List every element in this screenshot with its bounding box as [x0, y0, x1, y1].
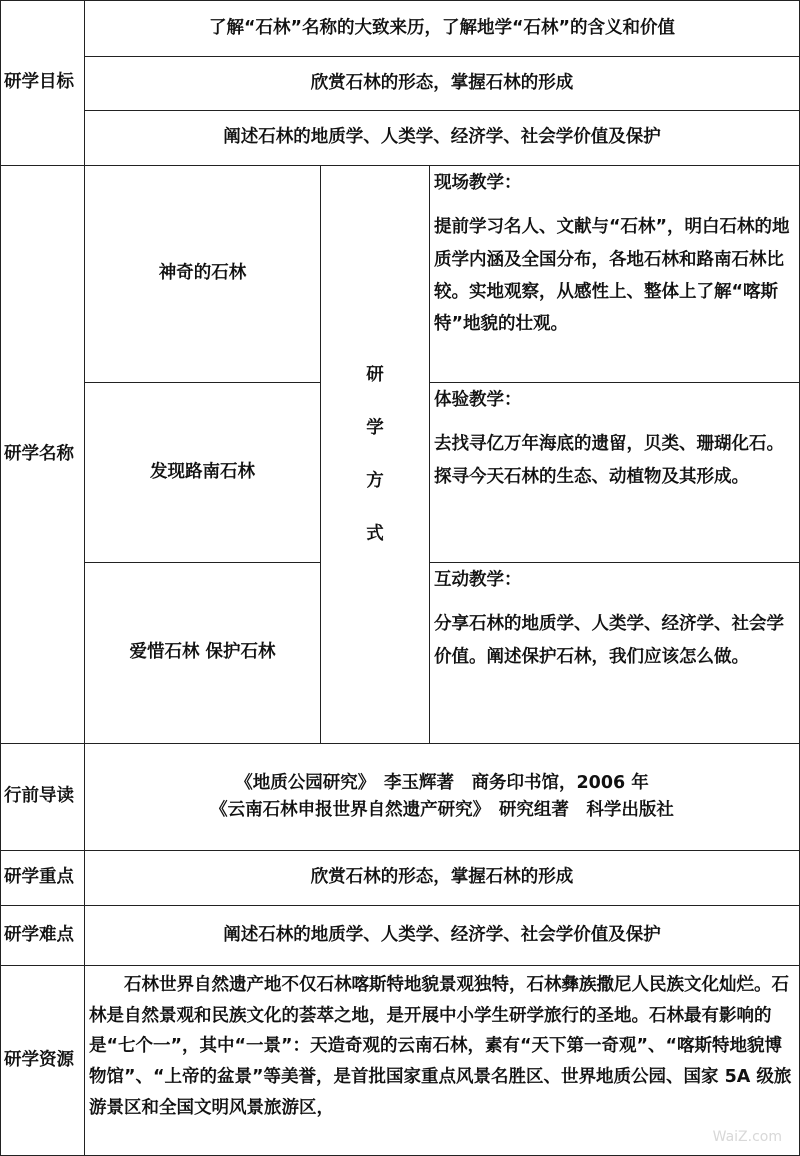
method-cell-2	[430, 383, 800, 563]
reading-label: 行前导读	[1, 744, 85, 851]
name-item-2: 发现路南石林	[85, 383, 321, 563]
goals-label: 研学目标	[1, 1, 85, 166]
watermark: WaiZ.com	[713, 1129, 782, 1145]
method-head: 互动教学：	[434, 567, 796, 594]
resources-row	[1, 966, 800, 1156]
names-label: 研学名称	[1, 166, 85, 744]
method-label-char: 方	[321, 455, 429, 508]
goal-item-2: 欣赏石林的形态，掌握石林的形成	[85, 57, 800, 111]
method-body: 分享石林的地质学、人类学、经济学、社会学价值。阐述保护石林，我们应该怎么做。	[434, 608, 796, 673]
focus-text: 欣赏石林的形态，掌握石林的形成	[85, 851, 800, 906]
method-label-char: 式	[321, 508, 429, 561]
reading-item-1: 《地质公园研究》 李玉辉著 商务印书馆，2006 年	[85, 770, 799, 797]
reading-item-2: 《云南石林申报世界自然遗产研究》 研究组著 科学出版社	[85, 797, 799, 824]
difficulty-row	[1, 906, 800, 966]
method-head: 现场教学：	[434, 170, 796, 197]
method-body: 提前学习名人、文献与“石林”，明白石林的地质学内涵及全国分布，各地石林和路南石林比较。实地观察，从感性上、整体上了解“喀斯特”地貌的壮观。	[434, 211, 796, 341]
method-body: 去找寻亿万年海底的遗留，贝类、珊瑚化石。探寻今天石林的生态、动植物及其形成。	[434, 428, 796, 493]
method-label-char: 学	[321, 402, 429, 455]
goals-row-1	[1, 1, 800, 57]
goal-item-3: 阐述石林的地质学、人类学、经济学、社会学价值及保护	[85, 111, 800, 166]
goal-item-1: 了解“石林”名称的大致来历，了解地学“石林”的含义和价值	[85, 1, 800, 57]
reading-list	[85, 744, 800, 851]
resources-label: 研学资源	[1, 966, 85, 1156]
reading-row	[1, 744, 800, 851]
method-label	[321, 166, 430, 744]
difficulty-text: 阐述石林的地质学、人类学、经济学、社会学价值及保护	[85, 906, 800, 966]
method-label-char: 研	[321, 349, 429, 402]
method-cell-3	[430, 563, 800, 744]
difficulty-label: 研学难点	[1, 906, 85, 966]
focus-label: 研学重点	[1, 851, 85, 906]
resources-text: 石林世界自然遗产地不仅石林喀斯特地貌景观独特，石林彝族撒尼人民族文化灿烂。石林是自然景观和民族文化的荟萃之地，是开展中小学生研学旅行的圣地。石林最有影响的是“七个一”，其中“一景”：天造奇观的云南石林，素有“天下第一奇观”、“喀斯特地貌博物馆”、“上帝的盆景”等美誉，是首批国家重点风景名胜区、世界地质公园、国家 5A 级旅游景区和全国文明风景旅游区，	[85, 966, 800, 1156]
focus-row	[1, 851, 800, 906]
names-row-1	[1, 166, 800, 383]
goals-row-2	[1, 57, 800, 111]
method-cell-1	[430, 166, 800, 383]
method-head: 体验教学：	[434, 387, 796, 414]
name-item-1: 神奇的石林	[85, 166, 321, 383]
name-item-3: 爱惜石林 保护石林	[85, 563, 321, 744]
goals-row-3	[1, 111, 800, 166]
